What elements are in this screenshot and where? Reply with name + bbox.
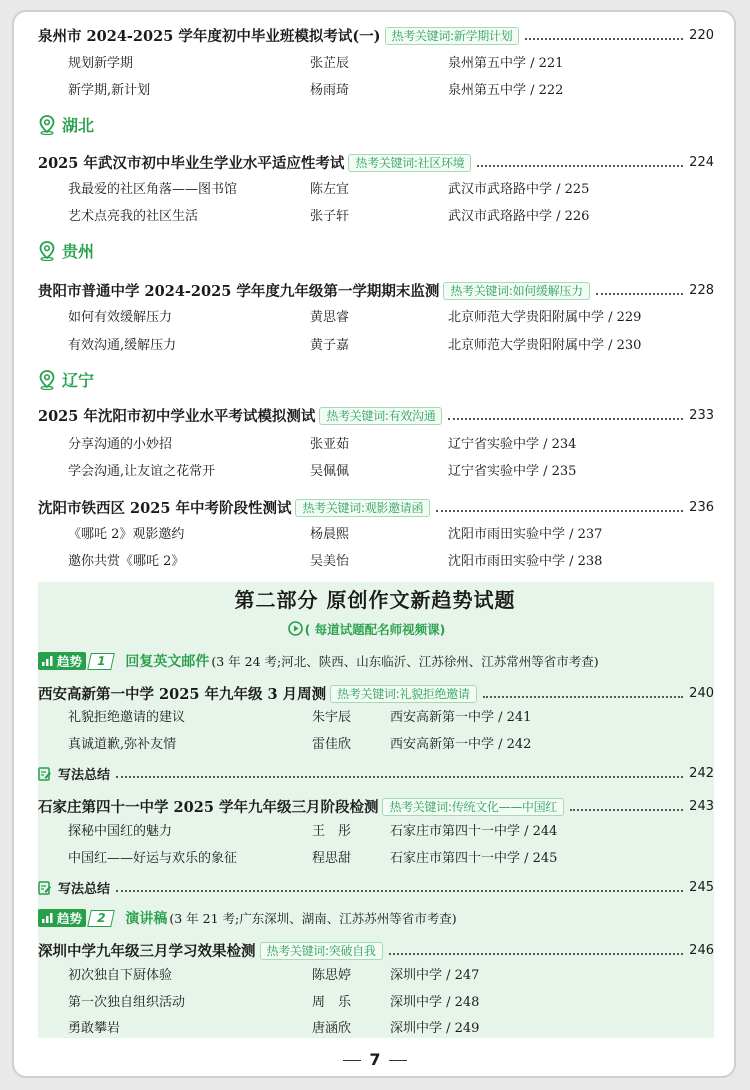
notepad-pen-icon (38, 767, 52, 781)
location-pin-icon (38, 115, 56, 135)
leader-dots (389, 953, 684, 955)
essay-school: 西安高新第一中学 / 241 (390, 710, 532, 725)
part2-title: 第二部分 原创作文新趋势试题 (234, 588, 516, 612)
keyword-tag: 热考关键词:观影邀请函 (295, 499, 430, 517)
essay-entry[interactable] (0, 709, 750, 727)
toc-test-entry[interactable] (38, 683, 714, 704)
keyword-tag: 热考关键词:新学期计划 (385, 27, 520, 45)
region-header-guizhou (38, 239, 94, 262)
test-title: 2025 年沈阳市初中学业水平考试模拟测试 (38, 408, 316, 425)
essay-author: 黄子嘉 (310, 338, 350, 353)
bar-chart-icon (41, 912, 54, 924)
location-pin-icon (38, 241, 56, 261)
essay-school: 辽宁省实验中学 / 235 (448, 464, 577, 479)
leader-dots (525, 38, 683, 40)
trend-badge (38, 909, 86, 927)
essay-entry[interactable] (0, 82, 750, 100)
essay-entry[interactable] (0, 181, 750, 199)
play-icon (288, 621, 303, 636)
essay-author: 张芷辰 (310, 56, 350, 71)
summary-label: 写法总结 (58, 882, 111, 897)
essay-entry[interactable] (0, 1020, 750, 1038)
essay-entry[interactable] (0, 436, 750, 454)
essay-school: 辽宁省实验中学 / 234 (448, 437, 577, 452)
trend-name: 回复英文邮件 (125, 654, 210, 670)
test-title: 贵阳市普通中学 2024-2025 学年度九年级第一学期期末监测 (38, 283, 440, 300)
essay-school: 石家庄市第四十一中学 / 245 (390, 851, 558, 866)
essay-title: 探秘中国红的魅力 (68, 824, 173, 839)
essay-author: 唐涵欣 (312, 1021, 352, 1036)
region-header-hubei (38, 113, 94, 136)
essay-school: 泉州第五中学 / 222 (448, 83, 564, 98)
trend-note: (3 年 21 考;广东深圳、湖南、江苏苏州等省市考查) (169, 911, 457, 926)
essay-school: 沈阳市雨田实验中学 / 238 (448, 554, 603, 569)
essay-author: 陈左宜 (310, 182, 350, 197)
page-ref: 246 (689, 943, 714, 958)
essay-school: 泉州第五中学 / 221 (448, 56, 564, 71)
essay-entry[interactable] (0, 823, 750, 841)
essay-title: 勇敢攀岩 (68, 1021, 121, 1036)
essay-school: 武汉市武珞路中学 / 225 (448, 182, 590, 197)
essay-school: 石家庄市第四十一中学 / 244 (390, 824, 558, 839)
footer-dash-right (389, 1060, 407, 1061)
essay-title: 如何有效缓解压力 (68, 310, 173, 325)
essay-author: 杨雨琦 (310, 83, 350, 98)
essay-school: 西安高新第一中学 / 242 (390, 737, 532, 752)
page-ref: 243 (689, 799, 714, 814)
leader-dots (436, 510, 683, 512)
leader-dots (116, 776, 683, 778)
leader-dots (596, 293, 683, 295)
trend-note: (3 年 24 考;河北、陕西、山东临沂、江苏徐州、江苏常州等省市考查) (211, 654, 599, 669)
test-title: 深圳中学九年级三月学习效果检测 (38, 943, 256, 960)
essay-entry[interactable] (0, 736, 750, 754)
keyword-tag: 热考关键词:如何缓解压力 (443, 282, 589, 300)
essay-author: 朱宇辰 (312, 710, 352, 725)
essay-school: 深圳中学 / 248 (390, 995, 480, 1010)
essay-title: 真诚道歉,弥补友情 (68, 737, 177, 752)
toc-test-entry[interactable] (38, 25, 714, 46)
essay-title: 艺术点亮我的社区生活 (68, 209, 199, 224)
region-header-liaoning (38, 368, 94, 391)
essay-entry[interactable] (0, 208, 750, 226)
trend-header-2 (38, 908, 457, 928)
essay-author: 杨晨熙 (310, 527, 350, 542)
region-name: 贵州 (62, 242, 95, 261)
essay-entry[interactable] (0, 994, 750, 1012)
toc-test-entry[interactable] (38, 497, 714, 518)
essay-title: 分享沟通的小妙招 (68, 437, 173, 452)
essay-author: 吴美怡 (310, 554, 350, 569)
keyword-tag: 热考关键词:社区环境 (348, 154, 471, 172)
essay-entry[interactable] (0, 526, 750, 544)
trend-badge-label: 趋势 (57, 654, 83, 669)
toc-test-entry[interactable] (38, 280, 714, 301)
trend-badge (38, 652, 86, 670)
essay-entry[interactable] (0, 337, 750, 355)
page-ref: 233 (689, 408, 714, 423)
trend-name: 演讲稿 (125, 911, 168, 927)
page-number: 7 (369, 1050, 381, 1069)
leader-dots (477, 165, 683, 167)
toc-test-entry[interactable] (38, 796, 714, 817)
page-ref: 240 (689, 686, 714, 701)
essay-author: 周 乐 (312, 995, 352, 1010)
writing-summary-entry[interactable] (38, 878, 714, 897)
notepad-pen-icon (38, 881, 52, 895)
essay-entry[interactable] (0, 55, 750, 73)
essay-school: 北京师范大学贵阳附属中学 / 229 (448, 310, 642, 325)
essay-title: 初次独自下厨体验 (68, 968, 173, 983)
toc-test-entry[interactable] (38, 152, 714, 173)
trend-number: 1 (87, 653, 115, 670)
page-ref: 224 (689, 155, 714, 170)
essay-title: 有效沟通,缓解压力 (68, 338, 177, 353)
leader-dots (570, 809, 683, 811)
page-ref: 245 (689, 880, 714, 895)
leader-dots (483, 696, 684, 698)
keyword-tag: 热考关键词:礼貌拒绝邀请 (330, 685, 476, 703)
footer-dash-left (343, 1060, 361, 1061)
essay-title: 新学期,新计划 (68, 83, 151, 98)
essay-school: 沈阳市雨田实验中学 / 237 (448, 527, 603, 542)
essay-title: 我最爱的社区角落——图书馆 (68, 182, 238, 197)
leader-dots (448, 418, 683, 420)
leader-dots (116, 890, 683, 892)
essay-author: 陈思婷 (312, 968, 352, 983)
essay-author: 张子轩 (310, 209, 350, 224)
summary-label: 写法总结 (58, 768, 111, 783)
essay-school: 深圳中学 / 247 (390, 968, 480, 983)
keyword-tag: 热考关键词:突破自我 (260, 942, 383, 960)
test-title: 泉州市 2024-2025 学年度初中毕业班模拟考试(一) (38, 28, 381, 45)
trend-badge-label: 趋势 (57, 911, 83, 926)
essay-author: 张亚茹 (310, 437, 350, 452)
trend-number: 2 (87, 910, 115, 927)
essay-entry[interactable] (0, 463, 750, 481)
keyword-tag: 热考关键词:有效沟通 (319, 407, 442, 425)
essay-title: 邀你共赏《哪吒 2》 (68, 554, 185, 569)
test-title: 石家庄第四十一中学 2025 学年九年级三月阶段检测 (38, 799, 379, 816)
essay-author: 王 彤 (312, 824, 352, 839)
essay-title: 礼貌拒绝邀请的建议 (68, 710, 186, 725)
essay-author: 吴佩佩 (310, 464, 350, 479)
video-course-note[interactable] (0, 620, 750, 638)
essay-title: 学会沟通,让友谊之花常开 (68, 464, 216, 479)
test-title: 沈阳市铁西区 2025 年中考阶段性测试 (38, 500, 292, 517)
test-title: 西安高新第一中学 2025 年九年级 3 月周测 (38, 686, 327, 703)
essay-title: 中国红——好运与欢乐的象征 (68, 851, 238, 866)
essay-title: 第一次独自组织活动 (68, 995, 186, 1010)
essay-school: 深圳中学 / 249 (390, 1021, 480, 1036)
essay-entry[interactable] (0, 309, 750, 327)
essay-school: 武汉市武珞路中学 / 226 (448, 209, 590, 224)
page-ref: 228 (689, 283, 714, 298)
page-ref: 242 (689, 766, 714, 781)
video-note-text: ( 每道试题配名师视频课) (304, 622, 446, 637)
trend-header-1 (38, 651, 599, 671)
page-ref: 220 (689, 28, 714, 43)
test-title: 2025 年武汉市初中毕业生学业水平适应性考试 (38, 155, 345, 172)
page-ref: 236 (689, 500, 714, 515)
essay-author: 程思甜 (312, 851, 352, 866)
essay-author: 雷佳欣 (312, 737, 352, 752)
toc-test-entry[interactable] (38, 940, 714, 961)
location-pin-icon (38, 370, 56, 390)
essay-title: 规划新学期 (68, 56, 134, 71)
essay-title: 《哪吒 2》观影邀约 (68, 527, 185, 542)
region-name: 湖北 (62, 116, 95, 135)
keyword-tag: 热考关键词:传统文化——中国红 (382, 798, 564, 816)
essay-author: 黄思睿 (310, 310, 350, 325)
essay-entry[interactable] (0, 553, 750, 571)
essay-school: 北京师范大学贵阳附属中学 / 230 (448, 338, 642, 353)
writing-summary-entry[interactable] (38, 764, 714, 783)
essay-entry[interactable] (0, 967, 750, 985)
toc-test-entry[interactable] (38, 405, 714, 426)
page-number-footer (0, 1050, 750, 1069)
essay-entry[interactable] (0, 850, 750, 868)
region-name: 辽宁 (62, 371, 95, 390)
bar-chart-icon (41, 655, 54, 667)
